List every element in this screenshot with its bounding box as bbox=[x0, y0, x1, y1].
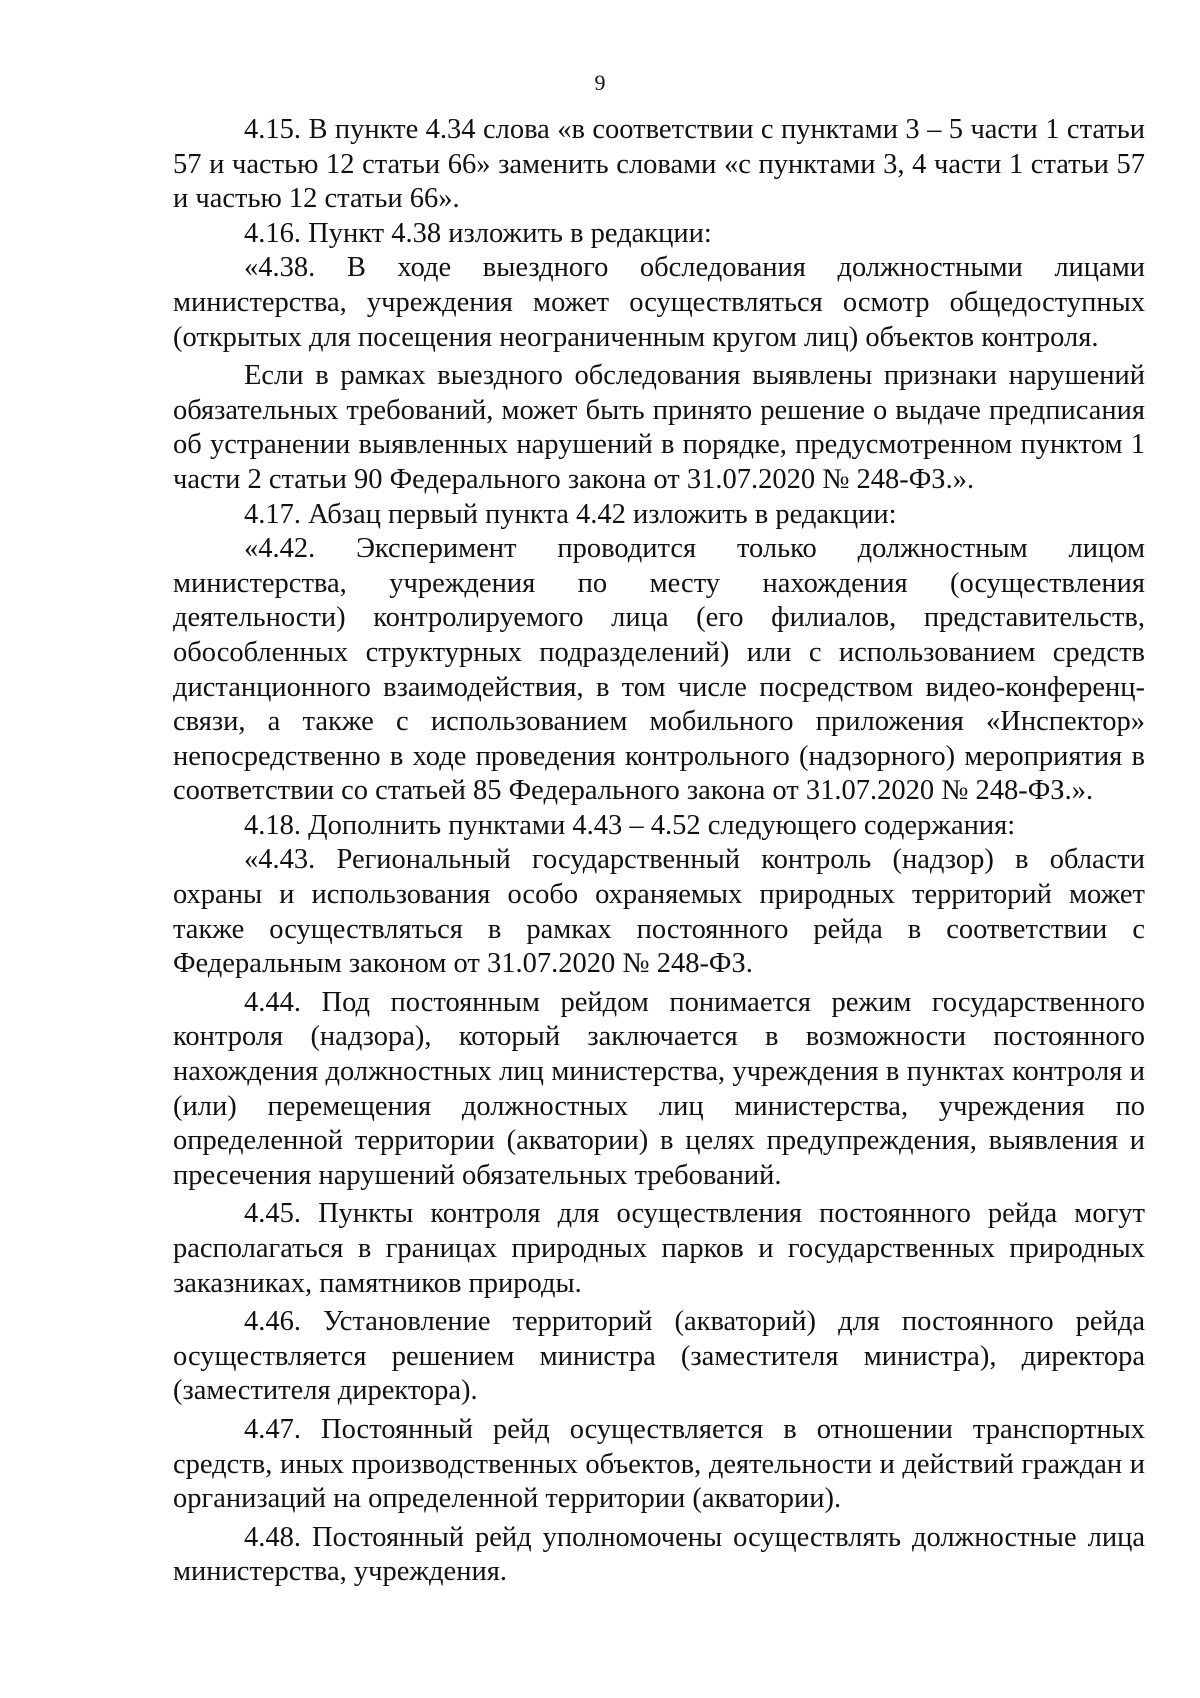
paragraph-4-38-continuation: Если в рамках выездного обследования выявлены признаки нарушений обязательных требований, может быть принято решение о выдаче предписания об устранении выявленных нарушений в порядке, предусмотренном пунктом 1 части 2 статьи 90 Федерального закона от 31.07.2020 № 248-ФЗ.». bbox=[173, 360, 1145, 495]
paragraph-4-15: 4.15. В пункте 4.34 слова «в соответствии с пунктами 3 – 5 части 1 статьи 57 и частью 12 статьи 66» заменить словами «с пунктами 3, 4 части 1 статьи 57 и частью 12 статьи 66». bbox=[173, 114, 1145, 215]
page-number: 9 bbox=[594, 70, 606, 95]
paragraph-4-48: 4.48. Постоянный рейд уполномочены осуществлять должностные лица министерства, учреждения. bbox=[173, 1521, 1145, 1588]
paragraph-4-46: 4.46. Установление территорий (акваторий) для постоянного рейда осуществляется решением министра (заместителя министра), директора (заместителя директора). bbox=[173, 1306, 1145, 1407]
paragraph-4-45: 4.45. Пункты контроля для осуществления постоянного рейда могут располагаться в границах природных парков и государственных природных заказниках, памятников природы. bbox=[173, 1198, 1145, 1299]
document-body bbox=[173, 113, 1145, 1590]
paragraph-4-38-quote: «4.38. В ходе выездного обследования должностными лицами министерства, учреждения может осуществляться осмотр общедоступных (открытых для посещения неограниченным кругом лиц) объектов контроля. bbox=[173, 252, 1145, 353]
paragraph-4-47: 4.47. Постоянный рейд осуществляется в отношении транспортных средств, иных производственных объектов, деятельности и действий граждан и организаций на определенной территории (акватории). bbox=[173, 1413, 1145, 1515]
paragraph-4-43: «4.43. Региональный государственный контроль (надзор) в области охраны и использования особо охраняемых природных территорий может также осуществляться в рамках постоянного рейда в соответствии с Федеральным законом от 31.07.2020 № 248-ФЗ. bbox=[173, 844, 1145, 980]
paragraph-4-42-quote: «4.42. Эксперимент проводится только должностным лицом министерства, учреждения по месту нахождения (осуществления деятельности) контролируемого лица (его филиалов, представительств, обособленных структурных подразделений) или с использованием средств дистанционного взаимодействия, в том числе посредством видео-конференц-связи, а также с использованием мобильного приложения «Инспектор» непосредственно в ходе проведения контрольного (надзорного) мероприятия в соответствии со статьей 85 Федерального закона от 31.07.2020 № 248-ФЗ.». bbox=[173, 533, 1145, 807]
paragraph-4-44: 4.44. Под постоянным рейдом понимается режим государственного контроля (надзора), который заключается в возможности постоянного нахождения должностных лиц министерства, учреждения в пунктах контроля и (или) перемещения должностных лиц министерства, учреждения по определенной территории (акватории) в целях предупреждения, выявления и пресечения нарушений обязательных требований. bbox=[173, 986, 1145, 1191]
paragraph-4-18: 4.18. Дополнить пунктами 4.43 – 4.52 следующего содержания: bbox=[244, 809, 1016, 841]
paragraph-4-16: 4.16. Пункт 4.38 изложить в редакции: bbox=[244, 217, 712, 249]
paragraph-4-17: 4.17. Абзац первый пункта 4.42 изложить в редакции: bbox=[244, 498, 897, 530]
